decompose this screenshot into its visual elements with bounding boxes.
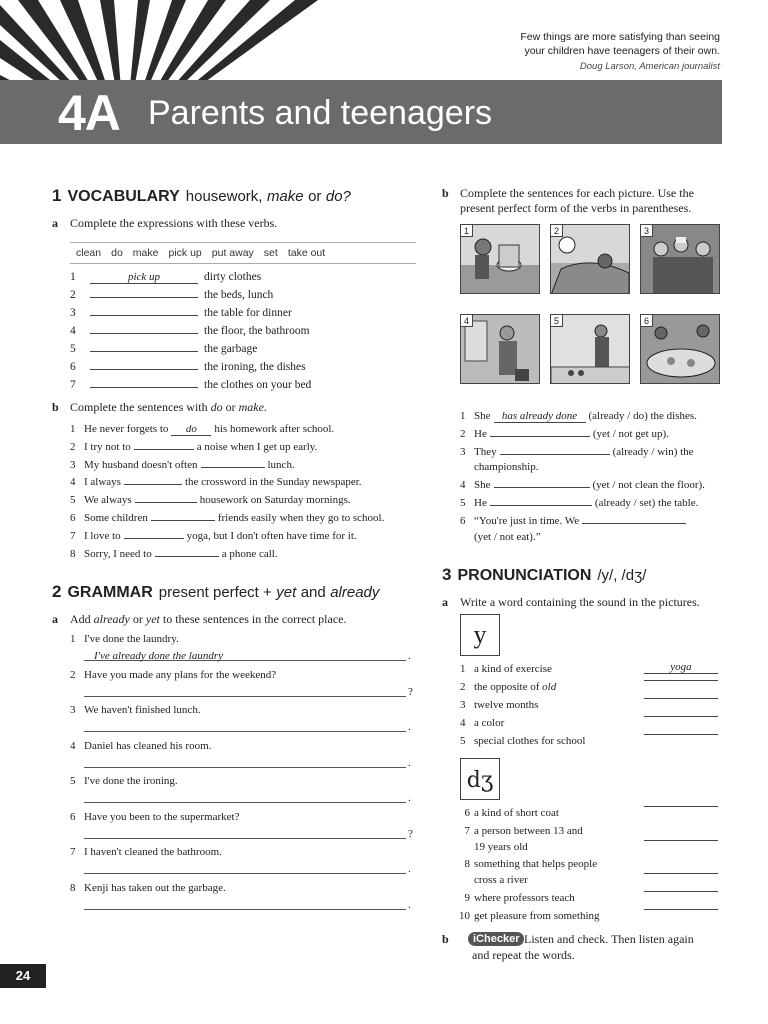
- phonetic-symbol: y: [473, 620, 487, 649]
- sentence-end-mark: .: [408, 898, 411, 911]
- word-box-item: put away: [211, 247, 254, 259]
- answer-blank[interactable]: [135, 502, 197, 503]
- item-number: 1: [70, 423, 76, 435]
- picture-6: [640, 314, 720, 384]
- answer-blank[interactable]: [644, 680, 718, 681]
- grammar-a-item: [70, 810, 239, 824]
- vocab-b-instruction: [52, 400, 267, 415]
- item-number: 6: [464, 807, 470, 819]
- picture-2: [550, 224, 630, 294]
- clue-text: a kind of short coat: [474, 807, 559, 819]
- answer-blank[interactable]: [90, 315, 198, 316]
- sentence-end: (already / win) the: [612, 446, 694, 458]
- sentence-end: a noise when I get up early.: [196, 440, 318, 453]
- item-number: 2: [70, 440, 76, 453]
- word-box-item: take out: [287, 247, 326, 259]
- sentence-start: He: [474, 428, 487, 440]
- section-subtitle-or: or: [308, 188, 322, 205]
- part-label: b: [442, 186, 449, 200]
- instruction-text: to these sentences in the correct place.: [162, 612, 347, 626]
- sentence-start: I always: [84, 476, 121, 489]
- word-box-item: do: [111, 247, 123, 259]
- item-number: 7: [70, 529, 76, 542]
- answer-blank[interactable]: [124, 484, 182, 485]
- pronunciation-item: [460, 698, 538, 712]
- picture-number: 5: [551, 315, 563, 327]
- picture-number: 3: [641, 225, 653, 237]
- vocab-b-item: [70, 511, 384, 525]
- instruction-text: or: [225, 400, 236, 414]
- vocab-b-item: [70, 458, 295, 472]
- sentence-start: She: [474, 410, 491, 422]
- expression-text: the garbage: [204, 343, 258, 355]
- vocab-a-item: [70, 360, 306, 374]
- item-number: 6: [70, 512, 76, 524]
- answer-blank[interactable]: pick up: [90, 272, 198, 284]
- sentence-end-mark: .: [408, 863, 411, 875]
- grammar-a-item: [70, 845, 222, 859]
- item-number: 3: [70, 307, 76, 319]
- part-label: a: [442, 595, 448, 609]
- item-number: 4: [70, 476, 76, 489]
- sentence-end: yoga, but I don't often have time for it.: [186, 529, 357, 542]
- clue-text-continuation: cross a river: [474, 874, 528, 886]
- instruction-italic: already: [93, 612, 130, 626]
- grammar-a-item: [70, 632, 179, 646]
- answer-blank[interactable]: [644, 891, 718, 892]
- section-subtitle-italic: make: [266, 188, 304, 205]
- pronunciation-item: [452, 891, 575, 905]
- sentence-start: Some children: [84, 512, 148, 524]
- prompt-sentence: I've done the laundry.: [84, 633, 179, 645]
- vocab-b-item: [70, 475, 362, 489]
- quote-line-1: Few things are more satisfying than seeing: [520, 31, 720, 43]
- grammar-b-instruction: [442, 186, 694, 216]
- grammar-a-item: [70, 703, 201, 717]
- grammar-b-item: [460, 478, 705, 492]
- part-label: b: [442, 932, 449, 946]
- picture-number: 1: [461, 225, 473, 237]
- section-name: PRONUNCIATION: [457, 567, 592, 584]
- item-number: 3: [460, 446, 466, 458]
- item-number: 1: [70, 633, 76, 645]
- clue-italic: old: [542, 681, 557, 693]
- sentence-start: I love to: [84, 529, 121, 542]
- pronunciation-item: [452, 824, 583, 838]
- grammar-b-item: [460, 409, 697, 423]
- word-box-item: pick up: [168, 247, 202, 259]
- item-number: 3: [70, 704, 76, 716]
- sentence-end-mark: .: [408, 792, 411, 804]
- answer-blank[interactable]: [90, 387, 198, 388]
- vocab-b-item: [70, 440, 317, 454]
- grammar-a-item: [70, 668, 276, 682]
- pronunciation-item: [460, 734, 586, 748]
- prompt-sentence: I haven't cleaned the bathroom.: [84, 846, 222, 858]
- phonetic-symbol: dʒ: [466, 768, 494, 793]
- item-number: 6: [70, 361, 76, 373]
- section-subtitle: and: [300, 584, 326, 601]
- section-subtitle: present perfect +: [158, 584, 272, 601]
- pronunciation-item: [460, 716, 504, 730]
- expression-text: the ironing, the dishes: [204, 361, 306, 373]
- clue-text: a color: [474, 717, 505, 729]
- pronunciation-item: [452, 857, 597, 871]
- part-label: a: [52, 216, 58, 230]
- grammar-a-item: [70, 881, 226, 895]
- sentence-end: his homework after school.: [214, 423, 335, 435]
- answer-blank[interactable]: [644, 873, 718, 874]
- grammar-a-item: [70, 739, 211, 753]
- vocab-b-item: [70, 422, 334, 436]
- answer-blank[interactable]: [644, 716, 718, 717]
- instruction-text: Complete the expressions with these verbs.: [70, 216, 278, 230]
- sentence-end: friends easily when they go to school.: [217, 512, 385, 524]
- picture-number: 6: [641, 315, 653, 327]
- pronunciation-heading: [442, 565, 646, 585]
- answer-line[interactable]: [84, 802, 406, 803]
- sentence-end-mark: ?: [408, 827, 413, 840]
- clue-text: twelve months: [474, 699, 539, 711]
- section-subtitle: /y/, /dʒ/: [597, 567, 647, 584]
- answer-blank[interactable]: [90, 369, 198, 370]
- item-number: 3: [70, 458, 76, 471]
- unit-title: Parents and teenagers: [148, 94, 493, 132]
- answer-line[interactable]: [84, 873, 406, 874]
- section-subtitle-italic: yet: [276, 584, 297, 601]
- item-number: 7: [70, 846, 76, 858]
- grammar-b-item: [460, 445, 694, 459]
- sentence-continuation: (yet / not eat).”: [474, 531, 541, 543]
- vocab-b-item: [70, 547, 278, 561]
- sentence-end: (yet / not get up).: [592, 428, 669, 440]
- vocab-b-item: [70, 529, 357, 543]
- item-number: 9: [464, 892, 470, 904]
- part-label: b: [52, 400, 59, 414]
- instruction-text: Add: [70, 612, 91, 626]
- item-number: 6: [460, 515, 466, 527]
- prompt-sentence: I've done the ironing.: [84, 775, 178, 787]
- answer-line[interactable]: [84, 909, 406, 910]
- expression-text: the clothes on your bed: [204, 379, 312, 391]
- answer-blank[interactable]: [582, 523, 686, 524]
- sentence-end-mark: ?: [408, 685, 413, 698]
- item-number: 4: [70, 739, 76, 752]
- answer-line[interactable]: [84, 731, 406, 732]
- pronunciation-b-instruction: [442, 932, 460, 947]
- grammar-b-item: [460, 427, 669, 441]
- unit-number: 4A: [58, 85, 120, 141]
- vocab-a-item: [70, 324, 310, 338]
- part-label: a: [52, 612, 58, 626]
- picture-number: 2: [551, 225, 563, 237]
- prompt-sentence: Kenji has taken out the garbage.: [84, 881, 226, 894]
- answer-text: I've already done the laundry: [94, 650, 224, 662]
- sentence-end-mark: .: [408, 756, 411, 769]
- prompt-sentence: Have you been to the supermarket?: [84, 810, 240, 823]
- item-number: 10: [459, 910, 470, 922]
- answer-blank[interactable]: [124, 538, 184, 539]
- instruction-text: Write a word containing the sound in the pictures.: [460, 595, 700, 609]
- pronunciation-b-text-2: and repeat the words.: [472, 948, 575, 962]
- vocab-a-item: [70, 378, 311, 392]
- answer-blank[interactable]: [134, 449, 194, 450]
- grammar-a-instruction: [52, 612, 346, 627]
- answer-blank[interactable]: [151, 520, 215, 521]
- answer-blank[interactable]: [644, 806, 718, 807]
- word-box-item: set: [263, 247, 278, 259]
- answer-blank[interactable]: [644, 840, 718, 841]
- clue-text: something that helps people: [474, 858, 598, 870]
- instruction-text: or: [132, 612, 143, 626]
- sentence-start: My husband doesn't often: [84, 458, 198, 471]
- clue-text: a person between 13 and: [474, 825, 583, 837]
- item-number: 5: [460, 735, 466, 747]
- item-number: 5: [460, 497, 466, 509]
- grammar-b-item: [460, 514, 689, 528]
- word-box: [70, 242, 416, 264]
- pronunciation-item: [460, 680, 556, 694]
- answer-blank[interactable]: [90, 297, 198, 298]
- picture-4: [460, 314, 540, 384]
- instruction-text: Complete the sentences with: [70, 400, 208, 414]
- item-number: 8: [464, 858, 470, 870]
- clue-text: the opposite of: [474, 681, 540, 693]
- prompt-sentence: We haven't finished lunch.: [84, 704, 201, 716]
- pronunciation-item: [452, 909, 600, 923]
- item-number: 5: [70, 775, 76, 787]
- item-number: 7: [70, 379, 76, 391]
- expression-text: the table for dinner: [204, 307, 292, 319]
- section-name: GRAMMAR: [67, 584, 153, 601]
- sentence-end: housework on Saturday mornings.: [199, 494, 351, 507]
- sentence-end: the crossword in the Sunday newspaper.: [184, 476, 362, 489]
- answer-blank[interactable]: [155, 556, 219, 557]
- sentence-continuation: championship.: [474, 461, 539, 473]
- grammar-heading: [52, 582, 379, 602]
- clue-text-continuation: 19 years old: [474, 841, 528, 853]
- picture-number: 4: [461, 315, 473, 327]
- instruction-italic: yet: [145, 612, 160, 626]
- item-number: 1: [460, 410, 466, 422]
- pronunciation-b-text-1: Listen and check. Then listen again: [524, 932, 694, 946]
- section-name: VOCABULARY: [67, 188, 180, 205]
- sentence-end: (already / do) the dishes.: [588, 410, 697, 422]
- ichecker-badge[interactable]: iChecker: [468, 932, 524, 946]
- prompt-sentence: Daniel has cleaned his room.: [84, 739, 212, 752]
- sentence-end: (yet / not clean the floor).: [592, 479, 705, 491]
- word-box-item: make: [132, 247, 159, 259]
- instruction-italic: do: [210, 400, 223, 414]
- instruction-text: Complete the sentences for each picture. Use the: [460, 186, 694, 200]
- pronunciation-a-instruction: [442, 595, 700, 610]
- item-number: 1: [70, 271, 76, 283]
- sentence-start: “You're just in time. We: [474, 515, 580, 527]
- vocab-a-item: [70, 342, 257, 356]
- pronunciation-item: [452, 806, 559, 820]
- item-number: 4: [460, 717, 466, 729]
- answer-blank[interactable]: yoga: [644, 662, 718, 674]
- item-number: 6: [70, 810, 76, 823]
- prompt-sentence: Have you made any plans for the weekend?: [84, 668, 277, 681]
- quote-line-2: your children have teenagers of their own.: [524, 45, 720, 57]
- expression-text: the beds, lunch: [204, 289, 274, 301]
- sentence-end: (already / set) the table.: [594, 497, 699, 509]
- vocab-a-item: [70, 306, 292, 320]
- vocabulary-heading: [52, 186, 351, 206]
- sentence-start: We always: [84, 494, 132, 507]
- sentence-end: a phone call.: [221, 547, 278, 560]
- answer-blank[interactable]: do: [171, 424, 211, 436]
- sentence-start: She: [474, 479, 491, 491]
- item-number: 1: [460, 663, 466, 675]
- word-box-item: clean: [76, 247, 102, 259]
- item-number: 5: [70, 343, 76, 355]
- answer-blank[interactable]: [201, 467, 265, 468]
- answer-blank[interactable]: [90, 351, 198, 352]
- item-number: 2: [460, 428, 466, 440]
- item-number: 8: [70, 881, 76, 894]
- item-number: 2: [460, 681, 466, 693]
- item-number: 4: [460, 479, 466, 491]
- sentence-end-mark: .: [408, 721, 411, 733]
- sentence-start: He never forgets to: [84, 423, 169, 435]
- instruction-italic: make.: [238, 400, 267, 414]
- page-number: 24: [0, 964, 46, 988]
- vocab-b-item: [70, 493, 351, 507]
- clue-text: get pleasure from something: [474, 910, 600, 922]
- picture-3: [640, 224, 720, 294]
- section-number: 3: [442, 565, 452, 584]
- picture-5: [550, 314, 630, 384]
- vocab-a-item: [70, 288, 273, 302]
- item-number: 7: [464, 825, 470, 837]
- sound-picture-y: [460, 614, 500, 656]
- vocab-a-instruction: [52, 216, 277, 231]
- picture-1: [460, 224, 540, 294]
- section-subtitle-italic: already: [330, 584, 380, 601]
- grammar-b-item: [460, 496, 698, 510]
- quote-author: Doug Larson, American journalist: [579, 61, 720, 72]
- answer-line[interactable]: [84, 696, 406, 697]
- clue-text: where professors teach: [474, 892, 575, 904]
- sentence-start: I try not to: [84, 440, 131, 453]
- answer-blank[interactable]: [494, 487, 590, 488]
- item-number: 8: [70, 547, 76, 560]
- sentence-end: lunch.: [267, 458, 295, 471]
- item-number: 2: [70, 668, 76, 681]
- answer-blank[interactable]: [500, 454, 610, 455]
- sentence-start: They: [474, 446, 497, 458]
- section-number: 1: [52, 186, 62, 205]
- answer-blank[interactable]: [490, 505, 592, 506]
- clue-text: a kind of exercise: [474, 663, 552, 675]
- sentence-start: Sorry, I need to: [84, 547, 152, 560]
- clue-text: special clothes for school: [474, 735, 586, 747]
- sentence-end-mark: .: [408, 650, 411, 662]
- answer-blank[interactable]: [644, 734, 718, 735]
- answer-blank[interactable]: [644, 909, 718, 910]
- section-subtitle-italic: do?: [325, 188, 351, 205]
- answer-blank[interactable]: [644, 698, 718, 699]
- instruction-text: present perfect form of the verbs in parentheses.: [460, 201, 692, 215]
- section-subtitle: housework,: [185, 188, 263, 205]
- pronunciation-item: [460, 662, 552, 676]
- sound-picture-dz: [460, 758, 500, 800]
- section-number: 2: [52, 582, 62, 601]
- vocab-a-item: [70, 270, 261, 284]
- answer-blank[interactable]: [490, 436, 590, 437]
- item-number: 5: [70, 494, 76, 507]
- item-number: 4: [70, 325, 76, 337]
- header-quote: [520, 30, 720, 74]
- expression-text: dirty clothes: [204, 271, 262, 283]
- answer-blank[interactable]: has already done: [494, 411, 586, 423]
- sentence-start: He: [474, 497, 487, 509]
- answer-blank[interactable]: [90, 333, 198, 334]
- item-number: 3: [460, 699, 466, 711]
- answer-line[interactable]: [84, 838, 406, 839]
- item-number: 2: [70, 289, 76, 301]
- grammar-a-item: [70, 774, 178, 788]
- expression-text: the floor, the bathroom: [204, 325, 310, 337]
- answer-line[interactable]: [84, 767, 406, 768]
